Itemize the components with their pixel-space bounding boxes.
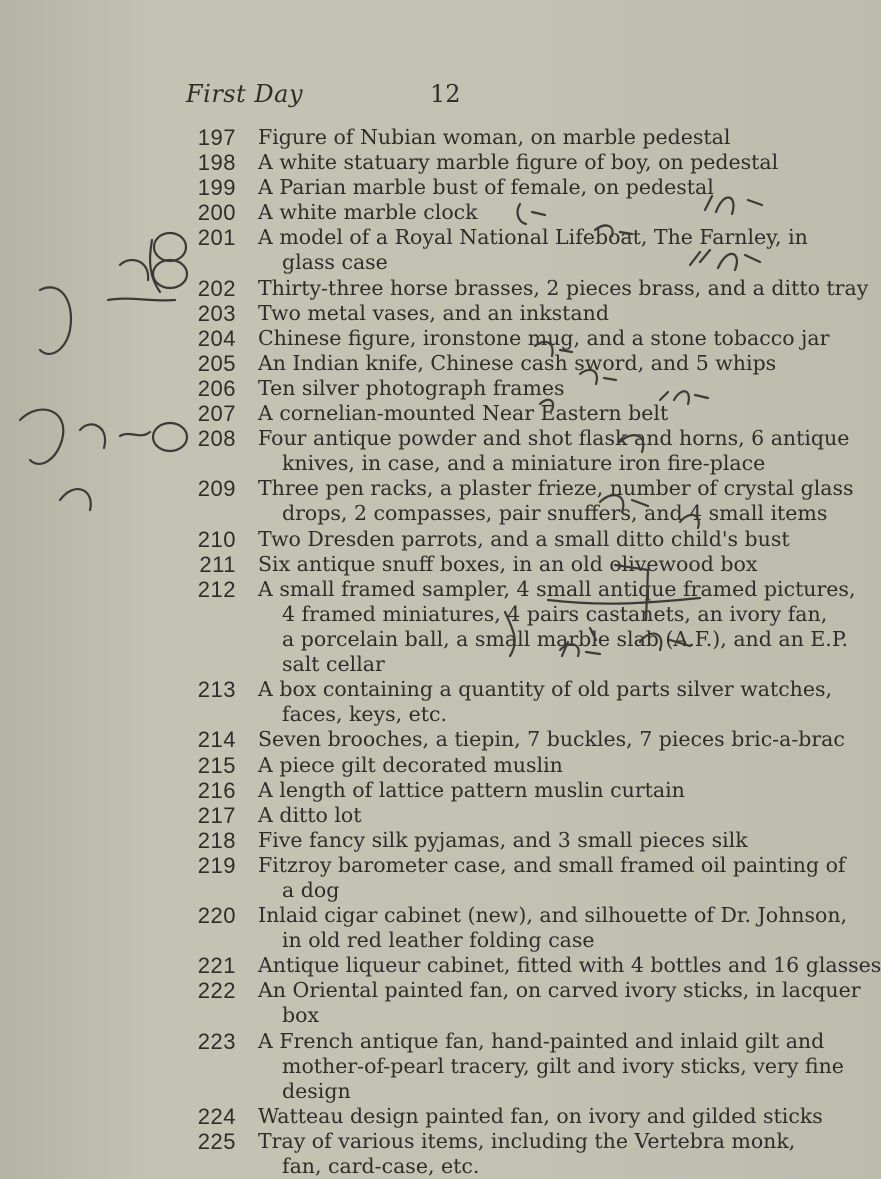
lot-description-line: Fitzroy barometer case, and small framed oil painting of [258,852,846,877]
page-number: 12 [430,80,461,108]
lot-number: 224 [197,1103,236,1129]
lot-description-line: Figure of Nubian woman, on marble pedestal [258,125,731,149]
lot-description-line: a porcelain ball, a small marble slab (A.F.), and an E.P. [282,626,848,651]
lot-description-line: Inlaid cigar cabinet (new), and silhouette of Dr. Johnson, [258,903,848,928]
lot-number: 204 [197,325,236,351]
lot-entry [0,1028,844,1104]
lot-number: 219 [197,852,236,878]
lot-description-line: Watteau design painted fan, on ivory and gilded sticks [258,1103,823,1128]
lot-number: 202 [197,275,236,301]
lot-number: 207 [197,401,236,427]
lot-number: 201 [197,225,236,251]
lot-description-line: A box containing a quantity of old parts silver watches, [258,677,833,702]
lot-number: 220 [197,903,236,929]
lot-description-line: Tray of various items, including the Vertebra monk, [258,1129,796,1153]
lot-entry [0,125,800,150]
lot-number: 208 [197,426,236,452]
lot-number: 216 [197,777,236,803]
lot-description-line: Three pen racks, a plaster frieze, number of crystal glass [258,476,854,501]
lot-number: 203 [197,300,236,326]
lot-entry [0,275,869,301]
lot-entry [0,376,800,401]
lot-description-line: A white statuary marble figure of boy, on pedestal [258,150,779,175]
lot-description-line: Chinese figure, ironstone mug, and a stone tobacco jar [258,325,830,350]
lot-description-line: a dog [282,877,340,902]
lot-entry [0,727,845,753]
lot-entry [0,150,800,175]
lot-number: 215 [197,752,236,778]
lot-description-line: knives, in case, and a miniature iron fire-place [282,451,766,476]
lot-number: 221 [197,953,236,979]
lot-number: 209 [197,476,236,502]
lot-description-line: design [282,1078,351,1103]
lot-entry [0,527,800,552]
lot-description-line: A cornelian-mounted Near Eastern belt [258,401,669,426]
lot-description-line: mother-of-pearl tracery, gilt and ivory sticks, very fine [282,1053,844,1078]
lot-number: 213 [197,677,236,703]
lot-number: 205 [197,350,236,376]
lot-description-line: fan, card-case, etc. [282,1154,480,1179]
lot-description-line: Four antique powder and shot flask and horns, 6 antique [258,426,850,451]
lot-entry [0,1103,823,1129]
lot-entry [0,778,800,803]
lot-description-line: A length of lattice pattern muslin curtain [258,777,685,802]
lot-description-line: glass case [282,250,388,275]
lot-entry [0,200,800,225]
lot-description-line: in old red leather folding case [282,928,595,953]
lot-entry [0,1129,800,1179]
lot-description-line: A French antique fan, hand-painted and inlaid gilt and [258,1028,825,1053]
lot-description-line: Thirty-three horse brasses, 2 pieces brass, and a ditto tray [258,275,869,300]
lot-entry [0,552,800,577]
lot-entry [0,852,846,903]
lot-entry [0,175,800,200]
lot-number: 210 [197,526,236,552]
lot-entry [0,426,850,476]
lot-description-line: A ditto lot [258,802,362,827]
lot-entry [0,978,861,1028]
lot-entry [0,753,800,778]
lot-number: 214 [197,727,236,753]
lot-description-line: An Indian knife, Chinese cash sword, and 5 whips [258,350,777,375]
sale-day-heading: First Day [186,80,303,108]
page-header [186,80,606,116]
lot-number: 225 [197,1129,236,1154]
lot-description-line: Two metal vases, and an inkstand [258,300,609,325]
lot-description-line: Two Dresden parrots, and a small ditto child's bust [258,526,790,551]
lot-description-line: box [282,1003,320,1028]
lot-entry [0,476,854,526]
lot-description-line: Seven brooches, a tiepin, 7 buckles, 7 pieces bric-a-brac [258,727,845,752]
lot-description-line: A piece gilt decorated muslin [258,752,563,777]
lot-number: 211 [199,551,236,577]
lot-number: 217 [197,802,236,828]
lot-entry [0,576,856,677]
lot-number: 200 [197,200,236,226]
lot-description-line: Six antique snuff boxes, in an old olivewood box [258,551,758,576]
lot-description-line: A Parian marble bust of female, on pedestal [258,175,714,200]
lot-entry [0,677,833,727]
lot-description-line: An Oriental painted fan, on carved ivory sticks, in lacquer [258,978,861,1003]
lot-description-line: Antique liqueur cabinet, fitted with 4 bottles and 16 glasses [258,953,881,978]
lot-description-line: faces, keys, etc. [282,702,448,727]
lot-description-line: A model of a Royal National Lifeboat, The Farnley, in [258,225,808,250]
lot-entry [0,803,800,828]
lot-number: 198 [197,150,236,176]
lot-description-line: 4 framed miniatures, 4 pairs castanets, an ivory fan, [282,601,828,626]
lot-entry [0,301,800,326]
lot-number: 197 [197,125,236,150]
lot-description-line: A white marble clock [258,200,478,225]
lot-description-line: Ten silver photograph frames [258,376,565,400]
lot-number: 222 [197,978,236,1004]
lot-number: 212 [197,576,236,602]
lot-entry [0,953,881,979]
lot-number: 206 [197,376,236,401]
lot-entry [0,351,800,376]
lot-entry [0,828,800,853]
lot-entry [0,225,808,275]
lot-entry [0,401,800,426]
lot-description-line: Five fancy silk pyjamas, and 3 small pieces silk [258,827,748,852]
lot-number: 223 [197,1028,236,1054]
lot-entry [0,903,848,953]
lot-description-line: A small framed sampler, 4 small antique framed pictures, [258,576,856,601]
lot-description-line: salt cellar [282,652,385,677]
lot-number: 199 [197,175,236,201]
lot-entry [0,325,830,351]
lot-number: 218 [197,827,236,853]
lot-description-line: drops, 2 compasses, pair snuffers, and 4 small items [282,501,828,526]
